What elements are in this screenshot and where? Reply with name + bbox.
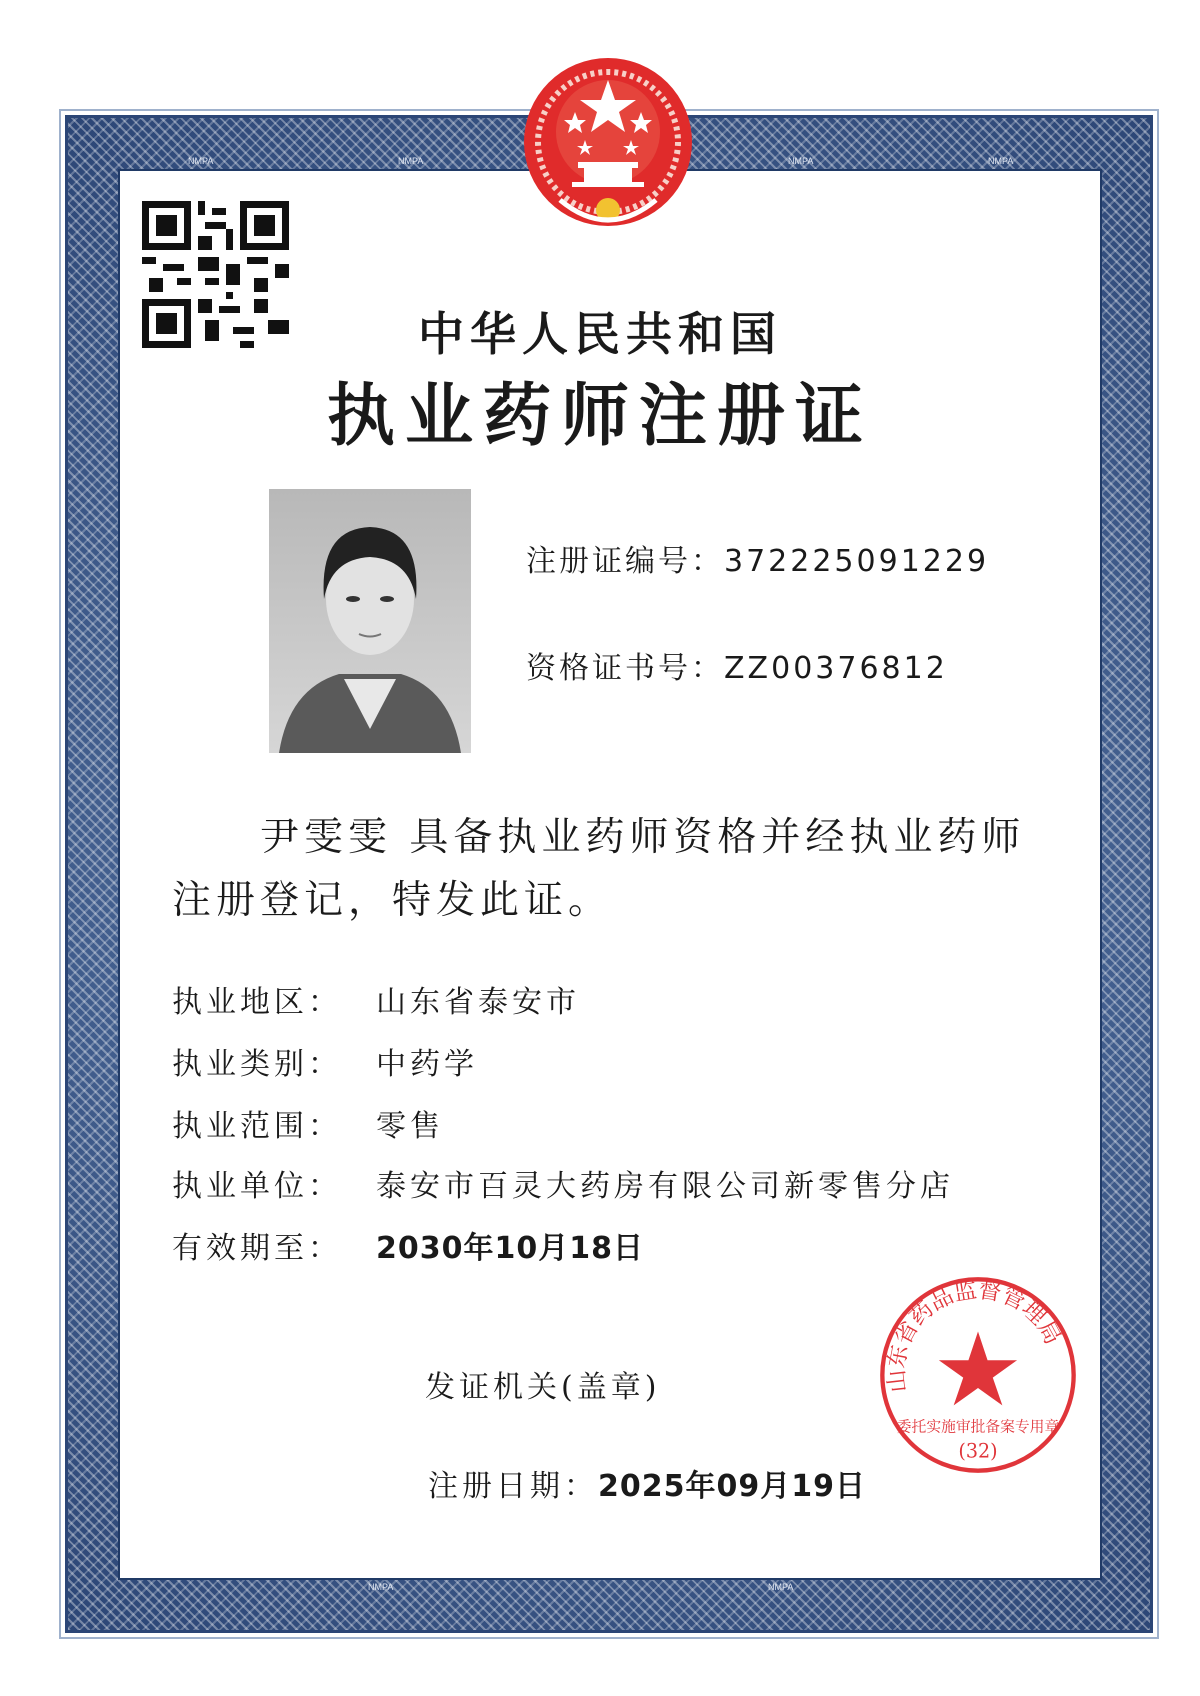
seal-code: (32) [958,1439,998,1463]
title-certificate: 执业药师注册证 [326,377,873,456]
title-country: 中华人民共和国 [418,307,782,361]
field-category [172,1039,342,1083]
field-label: 执业单位： [172,1169,342,1204]
border-watermark: NMPA [768,1582,794,1592]
qualification-number-label: 资格证书号： [526,651,724,686]
seal-bottom-text: 委托实施审批备案专用章 [896,1418,1060,1436]
field-region-value: 山东省泰安市 [376,985,580,1020]
seal-top-text: 山东省药品监督管理局 [883,1277,1066,1394]
field-valid-until [172,1223,342,1267]
field-unit-value: 泰安市百灵大药房有限公司新零售分店 [376,1169,954,1204]
border-watermark: NMPA [188,156,214,166]
registration-date [428,1461,866,1505]
issuing-authority-label: 发证机关(盖章) [425,1370,661,1405]
field-unit [172,1161,342,1205]
qualification-number-value: ZZ00376812 [724,651,948,686]
statement-text: 具备执业药师资格并经执业药师 [392,815,1026,860]
registration-number-value: 372225091229 [724,544,990,579]
field-region [172,977,342,1021]
field-label: 执业类别： [172,1047,342,1082]
field-label: 执业地区： [172,985,342,1020]
border-watermark: NMPA [988,156,1014,166]
border-watermark: NMPA [368,1582,394,1592]
registration-number-label: 注册证编号： [526,544,724,579]
field-scope-value: 零售 [376,1109,444,1144]
statement-line2: 注册登记，特发此证。 [172,878,613,923]
registration-date-label: 注册日期： [428,1469,598,1504]
holder-name: 尹雯雯 [260,815,393,860]
field-scope [172,1101,342,1145]
field-label: 有效期至： [172,1231,342,1266]
field-valid-until-value: 2030年10月18日 [376,1231,644,1266]
qualification-number [526,643,948,687]
field-category-value: 中药学 [376,1047,478,1082]
field-label: 执业范围： [172,1109,342,1144]
registration-number [526,536,989,580]
registration-date-value: 2025年09月19日 [598,1469,866,1504]
border-watermark: NMPA [398,156,424,166]
national-emblem-icon [520,50,696,236]
official-seal-icon [878,1275,1078,1475]
border-watermark: NMPA [788,156,814,166]
statement-line1 [260,806,1025,862]
holder-photo [269,489,471,753]
